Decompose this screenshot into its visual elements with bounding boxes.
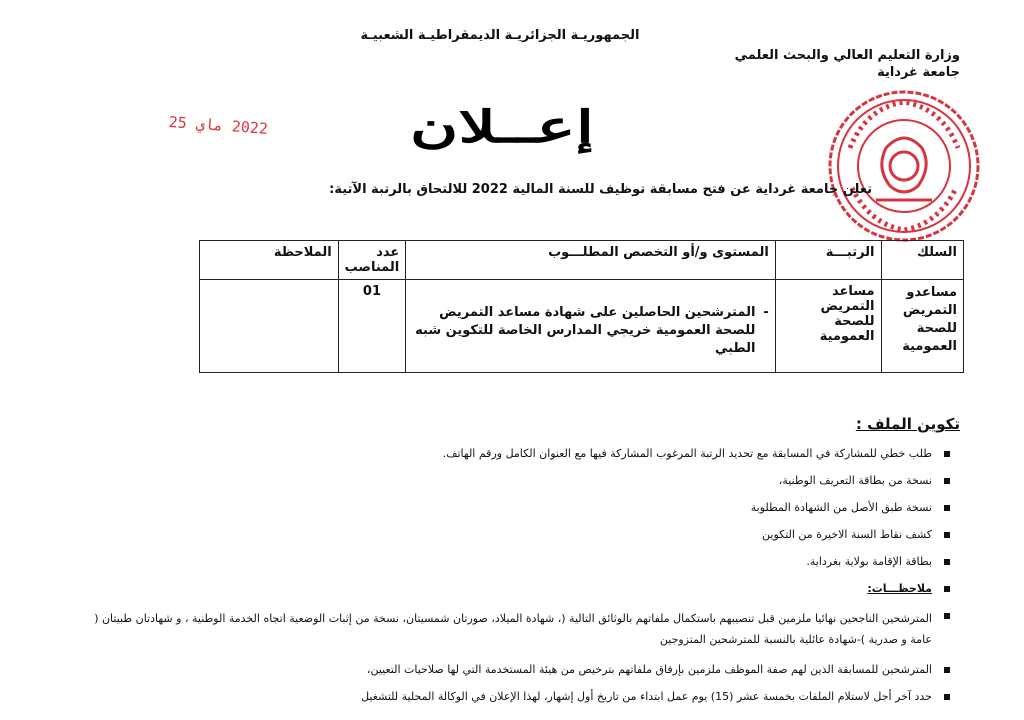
table-header-row: [200, 241, 964, 280]
header-specialty: المستوى و/أو التخصص المطلـــوب: [406, 241, 776, 280]
list-item: نسخة من بطاقة التعريف الوطنية،: [82, 473, 952, 488]
ministry-name: وزارة التعليم العالي والبحث العلمي: [734, 48, 960, 63]
list-item: المترشحين للمسابقة الذين لهم صفة الموظف ملزمين بإرفاق ملفاتهم بترخيص من هيئة المستخدمة التي لها صلاحيات التعيين،: [82, 662, 952, 677]
list-item: طلب خطي للمشاركة في المسابقة مع تحديد الرتبة المرغوب المشاركة فيها مع العنوان الكامل ورقم الهاتف.: [82, 446, 952, 461]
list-item: كشف نقاط السنة الاخيرة من التكوين: [82, 527, 952, 542]
intro-text: تعلن جامعة غرداية عن فتح مسابقة توظيف للسنة المالية 2022 للالتحاق بالرتبة الآتية:: [329, 182, 872, 197]
cell-rank: مساعد التمريض للصحة العمومية: [775, 280, 881, 373]
date-stamp: 2022 ماي 25: [168, 112, 269, 138]
file-composition-heading: تكوين الملف :: [855, 415, 960, 433]
list-item: نسخة طبق الأصل من الشهادة المطلوبة: [82, 500, 952, 515]
table-row: [200, 280, 964, 373]
university-name: جامعة غرداية: [877, 65, 960, 80]
list-item: المترشحين الناجحين نهائيا ملزمين قبل تنصيبهم باستكمال ملفاتهم بالوثائق التالية (، شهادة الميلاد، صورتان شمسيتان، نسخة من إثبات الوضعية اتجاه الخدمة الوطنية ، و شهادتان طبيتان ( عامة و صدرية )-شهادة عائلية بالنسبة للمترشحين المتزوجين: [82, 608, 952, 650]
notes-heading: ملاحظـــات:: [82, 581, 952, 596]
header-rank: الرتبـــة: [775, 241, 881, 280]
ministry-header: [700, 47, 960, 81]
cell-count: 01: [338, 280, 406, 373]
positions-table: [199, 240, 964, 373]
official-seal-icon: [826, 88, 982, 244]
announcement-title: إعــلان: [409, 102, 595, 153]
republic-header: الجمهوريـة الجزائريـة الديمقراطيـة الشعبيـة: [360, 28, 640, 43]
header-corps: السلك: [881, 241, 963, 280]
header-note: الملاحظة: [200, 241, 339, 280]
specialty-dash: -: [763, 305, 769, 320]
cell-corps: مساعدو التمريض للصحة العمومية: [881, 280, 963, 373]
header-count: عدد المناصب: [338, 241, 406, 280]
specialty-text: المترشحين الحاصلين على شهادة مساعد التمريض للصحة العمومية خريجي المدارس الخاصة للتكوين شبه الطبي: [415, 305, 756, 356]
cell-specialty: [406, 280, 776, 373]
cell-note: [200, 280, 339, 373]
list-item: حدد آخر أجل لاستلام الملفات بخمسة عشر (15) يوم عمل ابتداء من تاريخ أول إشهار، لهذا الإعلان في الوكالة المحلية للتشغيل: [82, 689, 952, 704]
list-item: بطاقة الإقامة بولاية بغرداية.: [82, 554, 952, 569]
requirements-list: [82, 446, 952, 716]
